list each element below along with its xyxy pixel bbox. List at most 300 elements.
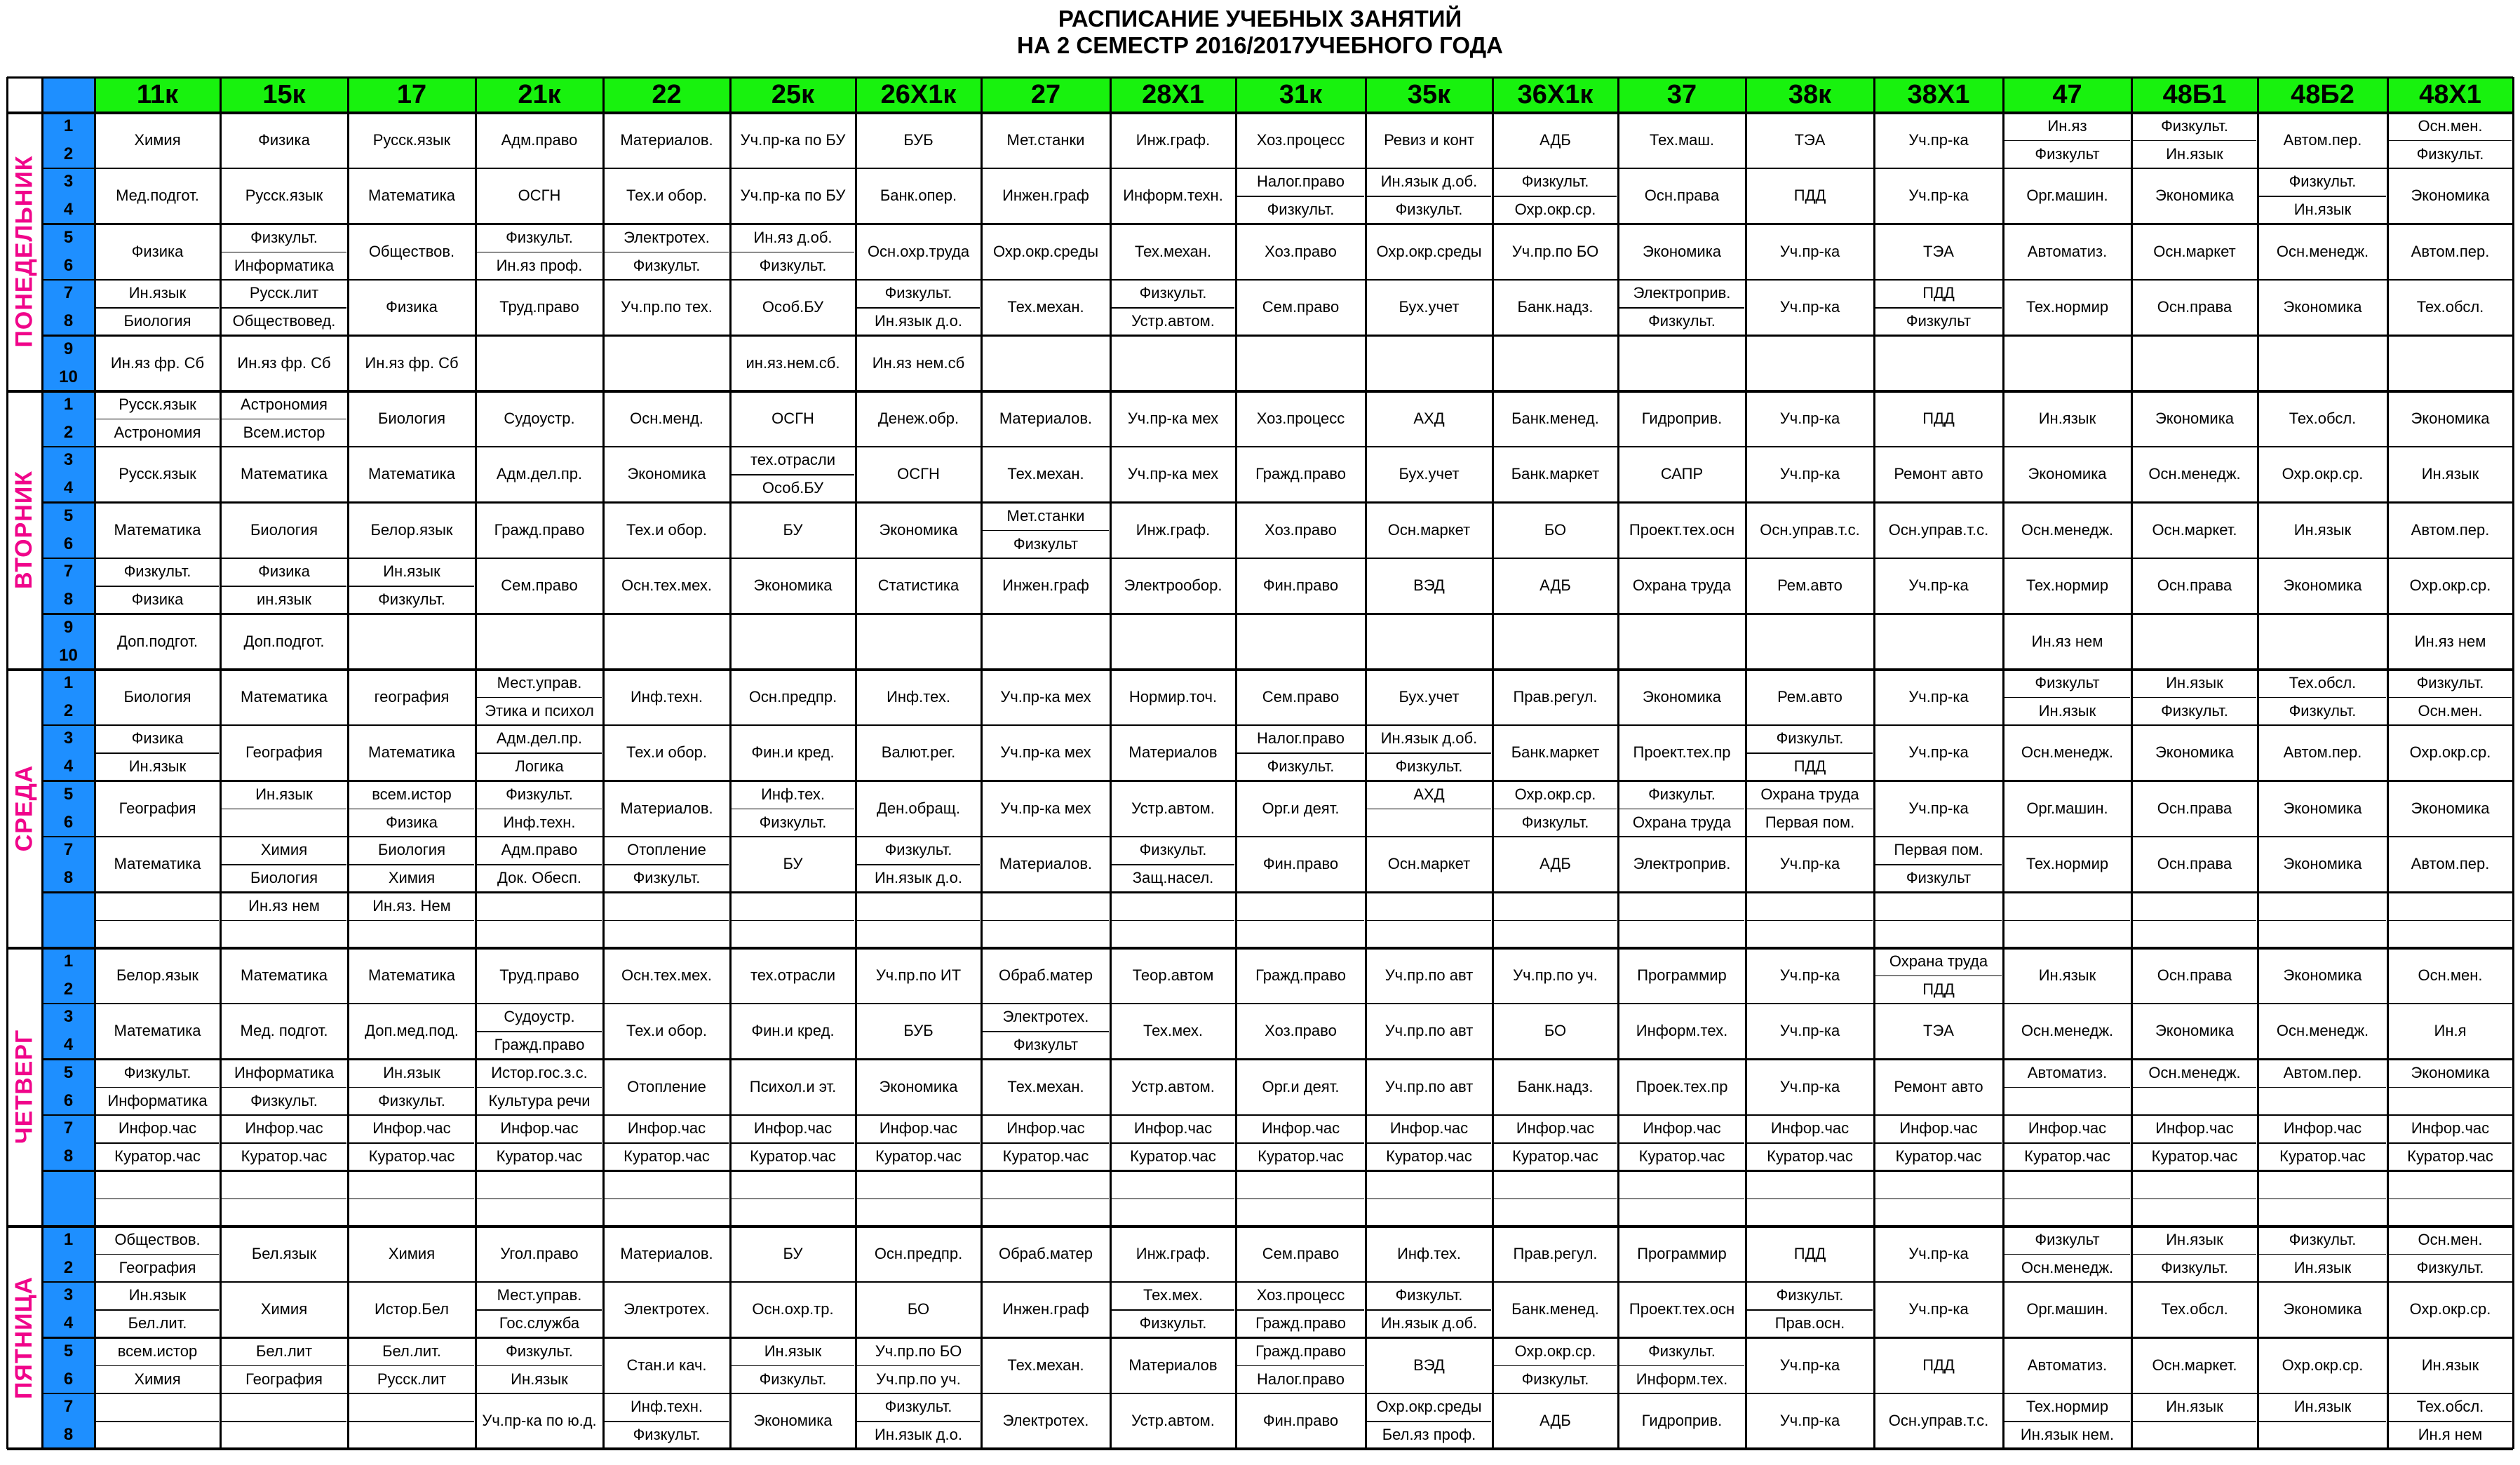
lesson-cell[interactable]: Экономика xyxy=(2155,409,2235,427)
lesson-cell[interactable] xyxy=(603,335,730,391)
lesson-cell[interactable]: Инф.техн. xyxy=(630,687,703,706)
lesson-cell-upper[interactable]: Физкульт. xyxy=(1139,841,1207,859)
lesson-cell-upper[interactable]: Инфор.час xyxy=(1770,1119,1849,1137)
lesson-cell[interactable]: Экономика xyxy=(2028,465,2107,483)
lesson-cell-lower[interactable] xyxy=(2003,920,2131,948)
lesson-cell-lower[interactable]: Ин.язык д.об. xyxy=(1380,1314,1478,1332)
lesson-cell-upper[interactable]: Физкульт. xyxy=(2161,116,2228,135)
lesson-cell[interactable]: Математика xyxy=(114,1022,201,1040)
lesson-cell-upper[interactable]: Инфор.час xyxy=(2283,1119,2362,1137)
lesson-cell[interactable]: Русск.язык xyxy=(119,465,196,483)
lesson-cell[interactable]: ОСГН xyxy=(772,409,814,427)
lesson-cell-upper[interactable]: Ин.язык xyxy=(255,785,313,803)
lesson-cell[interactable]: Гражд.право xyxy=(1255,465,1346,483)
lesson-cell-upper[interactable]: Ин.яз. Нем xyxy=(372,896,451,914)
lesson-cell-lower[interactable]: Логика xyxy=(515,757,564,776)
lesson-cell[interactable]: Проект.тех.осн xyxy=(1629,520,1735,539)
lesson-cell-lower[interactable]: Астрономия xyxy=(114,423,201,441)
lesson-cell-upper[interactable] xyxy=(2387,1170,2513,1199)
lesson-cell-upper[interactable]: Физкульт. xyxy=(1139,284,1207,302)
lesson-cell-lower[interactable]: Охр.окр.ср. xyxy=(1514,201,1596,219)
lesson-cell-upper[interactable]: Тех.обсл. xyxy=(2416,1398,2484,1416)
lesson-cell[interactable]: Экономика xyxy=(2283,576,2362,595)
lesson-cell[interactable]: Экономика xyxy=(753,1412,833,1430)
lesson-cell[interactable]: АДБ xyxy=(1539,576,1571,595)
lesson-cell[interactable]: Охр.окр.ср. xyxy=(2282,1356,2364,1374)
lesson-cell[interactable]: Ремонт авто xyxy=(1894,465,1983,483)
lesson-cell[interactable]: Автом.пер. xyxy=(2283,743,2362,762)
lesson-cell-lower[interactable] xyxy=(476,920,603,948)
lesson-cell[interactable]: Прав.регул. xyxy=(1513,687,1598,706)
lesson-cell[interactable]: Осн.права xyxy=(2157,799,2232,817)
lesson-cell[interactable]: Гидроприв. xyxy=(1641,1412,1723,1430)
lesson-cell[interactable]: Адм.дел.пр. xyxy=(496,465,583,483)
lesson-cell[interactable]: Уч.пр-ка по БУ xyxy=(740,130,846,149)
lesson-cell[interactable]: Экономика xyxy=(2411,187,2490,205)
lesson-cell[interactable]: Белор.язык xyxy=(370,520,453,539)
lesson-cell[interactable]: Уч.пр-ка xyxy=(1779,855,1840,873)
lesson-cell[interactable]: Химия xyxy=(260,1300,308,1318)
lesson-cell-upper[interactable]: Физкульт. xyxy=(1776,729,1844,748)
lesson-cell[interactable]: Статистика xyxy=(877,576,959,595)
lesson-cell[interactable]: Ин.язык xyxy=(2293,520,2352,539)
lesson-cell-lower[interactable]: География xyxy=(119,1258,196,1276)
lesson-cell[interactable]: Проект.тех.осн xyxy=(1629,1300,1735,1318)
lesson-cell[interactable]: Инжен.граф xyxy=(1002,576,1089,595)
lesson-cell[interactable]: Осн.менедж. xyxy=(2148,465,2241,483)
lesson-cell[interactable]: География xyxy=(119,799,196,817)
lesson-cell-lower[interactable] xyxy=(95,1421,220,1449)
lesson-cell-upper[interactable] xyxy=(1236,1170,1366,1199)
lesson-cell[interactable]: Ин.язык xyxy=(2421,465,2479,483)
lesson-cell-lower[interactable]: Физкульт. xyxy=(2416,1258,2484,1276)
lesson-cell-upper[interactable]: Обществов. xyxy=(114,1230,201,1248)
lesson-cell-lower[interactable] xyxy=(603,920,730,948)
group-header[interactable]: 21к xyxy=(476,77,603,112)
lesson-cell-lower[interactable]: Куратор.час xyxy=(875,1147,962,1166)
lesson-cell-upper[interactable] xyxy=(348,1170,476,1199)
lesson-cell-lower[interactable] xyxy=(476,1199,603,1227)
lesson-cell[interactable]: Экономика xyxy=(627,465,706,483)
lesson-cell[interactable]: Сем.право xyxy=(1262,687,1340,706)
lesson-cell-upper[interactable]: Мест.управ. xyxy=(497,1286,582,1304)
lesson-cell[interactable] xyxy=(1618,335,1746,391)
lesson-cell[interactable]: Уч.пр-ка xyxy=(1908,799,1969,817)
lesson-cell-upper[interactable]: Физкульт. xyxy=(1776,1286,1844,1304)
lesson-cell[interactable]: Орг.и деят. xyxy=(1262,799,1340,817)
lesson-cell[interactable]: Экономика xyxy=(1642,687,1722,706)
lesson-cell[interactable]: Электротех. xyxy=(624,1300,710,1318)
lesson-cell[interactable]: АДБ xyxy=(1539,855,1571,873)
lesson-cell-upper[interactable]: Налог.право xyxy=(1257,729,1345,748)
lesson-cell-upper[interactable]: Физкульт. xyxy=(506,1342,573,1360)
lesson-cell[interactable]: Осн.менедж. xyxy=(2276,242,2369,260)
lesson-cell-lower[interactable]: Физкульт. xyxy=(2416,144,2484,163)
lesson-cell[interactable]: Физика xyxy=(131,242,184,260)
lesson-cell-lower[interactable] xyxy=(2387,920,2513,948)
lesson-cell-lower[interactable]: Налог.право xyxy=(1257,1370,1345,1388)
lesson-cell[interactable]: Материалов. xyxy=(620,799,713,817)
lesson-cell[interactable]: Тех.и обор. xyxy=(626,187,707,205)
lesson-cell[interactable]: Истор.Бел xyxy=(374,1300,449,1318)
lesson-cell[interactable]: Судоустр. xyxy=(504,409,575,427)
lesson-cell[interactable]: Банк.маркет xyxy=(1511,465,1600,483)
lesson-cell[interactable]: Уч.пр-ка xyxy=(1908,130,1969,149)
lesson-cell[interactable]: БО xyxy=(1544,1022,1567,1040)
lesson-cell[interactable]: Ин.яз фр. Сб xyxy=(110,353,205,372)
lesson-cell[interactable]: Обраб.матер xyxy=(998,1244,1093,1262)
lesson-cell[interactable]: Уч.пр-ка xyxy=(1908,187,1969,205)
lesson-cell-lower[interactable]: Гражд.право xyxy=(494,1036,585,1054)
lesson-cell[interactable]: Осн.менедж. xyxy=(2021,520,2114,539)
lesson-cell[interactable]: Экономика xyxy=(2283,966,2362,984)
lesson-cell[interactable]: Уч.пр-ка xyxy=(1908,743,1969,762)
lesson-cell-lower[interactable] xyxy=(220,1199,348,1227)
lesson-cell-lower[interactable]: Ин.яз проф. xyxy=(496,256,583,274)
lesson-cell-lower[interactable]: Информатика xyxy=(107,1091,208,1109)
lesson-cell[interactable]: Экономика xyxy=(879,1077,958,1095)
lesson-cell[interactable] xyxy=(1366,335,1493,391)
lesson-cell-upper[interactable]: Инфор.час xyxy=(1516,1119,1595,1137)
lesson-cell-upper[interactable]: Физкульт xyxy=(2035,673,2100,691)
lesson-cell-upper[interactable] xyxy=(1110,1170,1236,1199)
lesson-cell[interactable]: ВЭД xyxy=(1413,1356,1445,1374)
lesson-cell-upper[interactable]: Физкульт. xyxy=(1648,1342,1716,1360)
lesson-cell[interactable]: Математика xyxy=(241,465,328,483)
lesson-cell-lower[interactable]: Ин.язык xyxy=(2293,1258,2352,1276)
lesson-cell[interactable]: Фин.и кред. xyxy=(751,1022,835,1040)
group-header[interactable]: 48Б1 xyxy=(2131,77,2258,112)
lesson-cell[interactable]: Тех.нормир xyxy=(2026,298,2109,316)
lesson-cell-upper[interactable]: Физкульт. xyxy=(250,228,318,246)
lesson-cell[interactable]: Ремонт авто xyxy=(1894,1077,1983,1095)
lesson-cell-upper[interactable]: Ин.язык д.об. xyxy=(1380,729,1478,748)
lesson-cell[interactable]: Охр.окр.ср. xyxy=(2409,1300,2491,1318)
lesson-cell-lower[interactable]: Физкульт. xyxy=(633,256,701,274)
lesson-cell-lower[interactable] xyxy=(981,1199,1110,1227)
lesson-cell-upper[interactable] xyxy=(856,1170,981,1199)
group-header[interactable]: 38к xyxy=(1746,77,1874,112)
lesson-cell-upper[interactable]: Автоматиз. xyxy=(2027,1063,2108,1081)
lesson-cell-lower[interactable] xyxy=(1746,1199,1874,1227)
lesson-cell-lower[interactable]: Физкульт. xyxy=(1648,312,1716,330)
lesson-cell-lower[interactable] xyxy=(2387,1087,2513,1115)
lesson-cell[interactable] xyxy=(2258,614,2387,670)
lesson-cell[interactable]: Тех.мех. xyxy=(1143,1022,1204,1040)
lesson-cell[interactable]: Уч.пр.по уч. xyxy=(1513,966,1598,984)
lesson-cell-lower[interactable]: Осн.менедж. xyxy=(2021,1258,2114,1276)
lesson-cell-upper[interactable]: Отопление xyxy=(627,841,706,859)
lesson-cell[interactable]: Материалов xyxy=(1128,743,1218,762)
lesson-cell[interactable]: Уч.пр-ка xyxy=(1779,465,1840,483)
lesson-cell-lower[interactable] xyxy=(1236,920,1366,948)
lesson-cell-lower[interactable]: Куратор.час xyxy=(1002,1147,1089,1166)
lesson-cell[interactable] xyxy=(1493,335,1618,391)
lesson-cell-lower[interactable]: Физкульт. xyxy=(2161,1258,2228,1276)
lesson-cell[interactable]: Бух.учет xyxy=(1399,465,1460,483)
lesson-cell-upper[interactable]: всем.истор xyxy=(117,1342,198,1360)
lesson-cell-lower[interactable]: Куратор.час xyxy=(750,1147,836,1166)
lesson-cell[interactable]: Материалов. xyxy=(999,409,1093,427)
lesson-cell-upper[interactable]: Ин.язык xyxy=(128,284,187,302)
lesson-cell[interactable] xyxy=(1493,614,1618,670)
lesson-cell-upper[interactable]: Химия xyxy=(260,841,308,859)
lesson-cell-upper[interactable]: Истор.гос.з.с. xyxy=(491,1063,588,1081)
lesson-cell-lower[interactable]: Гос.служба xyxy=(499,1314,580,1332)
lesson-cell[interactable]: Уч.пр-ка по БУ xyxy=(740,187,846,205)
lesson-cell-upper[interactable]: Гражд.право xyxy=(1255,1342,1346,1360)
lesson-cell-upper[interactable]: Ин.язык xyxy=(2166,1230,2223,1248)
lesson-cell[interactable]: Орг.и деят. xyxy=(1262,1077,1340,1095)
lesson-cell[interactable]: Инф.тех. xyxy=(887,687,950,706)
lesson-cell-upper[interactable]: АХД xyxy=(1413,785,1445,803)
lesson-cell-lower[interactable]: Куратор.час xyxy=(1638,1147,1725,1166)
lesson-cell[interactable]: Бух.учет xyxy=(1399,298,1460,316)
lesson-cell[interactable]: Осн.маркет xyxy=(1387,855,1471,873)
lesson-cell[interactable]: Валют.рег. xyxy=(881,743,956,762)
lesson-cell[interactable]: Осн.мен. xyxy=(2418,966,2483,984)
lesson-cell-upper[interactable]: всем.истор xyxy=(372,785,452,803)
lesson-cell[interactable]: Бух.учет xyxy=(1399,687,1460,706)
lesson-cell[interactable] xyxy=(1874,335,2003,391)
lesson-cell-upper[interactable]: Инфор.час xyxy=(2411,1119,2490,1137)
lesson-cell[interactable]: Орг.машин. xyxy=(2026,799,2108,817)
lesson-cell-upper[interactable]: ПДД xyxy=(1922,284,1955,302)
lesson-cell-lower[interactable]: Куратор.час xyxy=(241,1147,328,1166)
lesson-cell-upper[interactable] xyxy=(2003,1170,2131,1199)
lesson-cell-upper[interactable]: Инфор.час xyxy=(500,1119,579,1137)
lesson-cell[interactable]: Психол.и эт. xyxy=(749,1077,837,1095)
lesson-cell[interactable]: Проек.тех.пр xyxy=(1636,1077,1728,1095)
lesson-cell-lower[interactable]: ПДД xyxy=(1922,980,1955,998)
lesson-cell[interactable]: Банк.менед. xyxy=(1511,1300,1599,1318)
lesson-cell-upper[interactable] xyxy=(1746,892,1874,920)
lesson-cell-upper[interactable]: Инф.тех. xyxy=(761,785,825,803)
lesson-cell[interactable]: Ревиз и конт xyxy=(1384,130,1474,149)
lesson-cell-upper[interactable]: Физкульт. xyxy=(506,228,573,246)
lesson-cell[interactable]: Русск.язык xyxy=(245,187,323,205)
lesson-cell[interactable]: Математика xyxy=(241,966,328,984)
lesson-cell[interactable]: Труд.право xyxy=(499,298,579,316)
lesson-cell-lower[interactable] xyxy=(1366,920,1493,948)
lesson-cell[interactable]: Математика xyxy=(368,465,455,483)
lesson-cell-upper[interactable]: Инфор.час xyxy=(879,1119,958,1137)
lesson-cell[interactable] xyxy=(1110,335,1236,391)
lesson-cell[interactable]: Хоз.процесс xyxy=(1256,130,1345,149)
lesson-cell[interactable] xyxy=(476,614,603,670)
lesson-cell-lower[interactable]: Ин.язык д.о. xyxy=(875,312,962,330)
lesson-cell[interactable]: Осн.права xyxy=(1644,187,1720,205)
lesson-cell-lower[interactable]: Физкульт. xyxy=(1267,201,1335,219)
lesson-cell[interactable]: Экономика xyxy=(2155,187,2235,205)
lesson-cell-lower[interactable]: Ин.язык xyxy=(2166,144,2223,163)
lesson-cell-lower[interactable]: Обществовед. xyxy=(232,312,336,330)
lesson-cell[interactable]: САПР xyxy=(1660,465,1704,483)
lesson-cell[interactable] xyxy=(1874,614,2003,670)
lesson-cell-upper[interactable]: Ин.яз xyxy=(2047,116,2087,135)
lesson-cell-upper[interactable]: Осн.менедж. xyxy=(2148,1063,2241,1081)
lesson-cell[interactable]: Экономика xyxy=(2283,1300,2362,1318)
lesson-cell-lower[interactable] xyxy=(603,1199,730,1227)
lesson-cell[interactable]: Банк.менед. xyxy=(1511,409,1599,427)
lesson-cell[interactable]: Гражд.право xyxy=(1255,966,1346,984)
lesson-cell-lower[interactable]: Куратор.час xyxy=(1895,1147,1982,1166)
lesson-cell[interactable]: Орг.машин. xyxy=(2026,187,2108,205)
lesson-cell[interactable]: Нормир.точ. xyxy=(1128,687,1218,706)
lesson-cell[interactable]: Банк.надз. xyxy=(1517,298,1593,316)
lesson-cell-lower[interactable]: Инф.техн. xyxy=(503,813,576,831)
lesson-cell-lower[interactable]: Физкульт xyxy=(1013,1036,1079,1054)
lesson-cell-upper[interactable]: Физика xyxy=(131,729,184,748)
lesson-cell-upper[interactable]: Ин.яз д.об. xyxy=(753,228,833,246)
lesson-cell[interactable]: Осн.права xyxy=(2157,855,2232,873)
lesson-cell-upper[interactable] xyxy=(2387,892,2513,920)
lesson-cell[interactable]: Доп.подгот. xyxy=(117,632,198,650)
lesson-cell-upper[interactable]: Адм.право xyxy=(501,841,578,859)
lesson-cell-lower[interactable] xyxy=(348,1421,476,1449)
lesson-cell-lower[interactable] xyxy=(348,1199,476,1227)
lesson-cell[interactable]: Уч.пр-ка xyxy=(1779,1022,1840,1040)
lesson-cell-upper[interactable] xyxy=(95,892,220,920)
lesson-cell-upper[interactable]: Ин.яз нем xyxy=(248,896,320,914)
lesson-cell[interactable]: Хоз.право xyxy=(1265,520,1337,539)
lesson-cell-upper[interactable]: Инф.техн. xyxy=(630,1398,703,1416)
lesson-cell-upper[interactable]: Тех.обсл. xyxy=(2289,673,2357,691)
lesson-cell-upper[interactable]: Уч.пр.по БО xyxy=(875,1342,962,1360)
lesson-cell-lower[interactable]: Куратор.час xyxy=(114,1147,201,1166)
lesson-cell-lower[interactable]: Физкульт. xyxy=(250,1091,318,1109)
lesson-cell-lower[interactable]: Осн.мен. xyxy=(2418,701,2483,720)
lesson-cell-lower[interactable]: Биология xyxy=(123,312,191,330)
lesson-cell[interactable]: Рем.авто xyxy=(1777,687,1842,706)
lesson-cell-upper[interactable] xyxy=(2258,1170,2387,1199)
lesson-cell[interactable]: Автом.пер. xyxy=(2283,130,2362,149)
lesson-cell[interactable]: ин.яз.нем.сб. xyxy=(746,353,840,372)
lesson-cell[interactable]: Орг.машин. xyxy=(2026,1300,2108,1318)
lesson-cell-upper[interactable]: Инфор.час xyxy=(1133,1119,1213,1137)
lesson-cell[interactable]: Материалов. xyxy=(620,1244,713,1262)
lesson-cell[interactable]: БУБ xyxy=(903,1022,934,1040)
lesson-cell[interactable]: Рем.авто xyxy=(1777,576,1842,595)
group-header[interactable]: 17 xyxy=(348,77,476,112)
lesson-cell-lower[interactable]: Гражд.право xyxy=(1255,1314,1346,1332)
lesson-cell[interactable]: Тех.механ. xyxy=(1007,465,1084,483)
lesson-cell-lower[interactable]: Док. Обесп. xyxy=(497,869,581,887)
lesson-cell-lower[interactable]: Бел.лит. xyxy=(128,1314,187,1332)
lesson-cell-lower[interactable]: Физкульт xyxy=(2035,144,2100,163)
lesson-cell-lower[interactable] xyxy=(2258,1087,2387,1115)
lesson-cell[interactable]: Сем.право xyxy=(1262,298,1340,316)
lesson-cell-upper[interactable]: Осн.мен. xyxy=(2418,1230,2483,1248)
lesson-cell-upper[interactable]: Автом.пер. xyxy=(2283,1063,2362,1081)
lesson-cell-upper[interactable] xyxy=(730,1170,856,1199)
lesson-cell-lower[interactable]: Куратор.час xyxy=(1130,1147,1216,1166)
lesson-cell[interactable]: Математика xyxy=(368,187,455,205)
lesson-cell-upper[interactable] xyxy=(603,1170,730,1199)
lesson-cell[interactable] xyxy=(476,335,603,391)
lesson-cell-upper[interactable] xyxy=(2131,892,2258,920)
lesson-cell-upper[interactable]: Астрономия xyxy=(241,395,328,413)
lesson-cell-upper[interactable]: Русск.язык xyxy=(119,395,196,413)
lesson-cell[interactable]: Осн.маркет. xyxy=(2152,1356,2237,1374)
lesson-cell-upper[interactable]: Охр.окр.среды xyxy=(1376,1398,1482,1416)
lesson-cell[interactable] xyxy=(856,614,981,670)
lesson-cell-lower[interactable] xyxy=(1493,1199,1618,1227)
group-header[interactable]: 35к xyxy=(1366,77,1493,112)
lesson-cell[interactable]: Обраб.матер xyxy=(998,966,1093,984)
lesson-cell[interactable]: Осн.менд. xyxy=(630,409,703,427)
lesson-cell-lower[interactable]: Физкульт. xyxy=(759,813,827,831)
lesson-cell-lower[interactable] xyxy=(95,920,220,948)
lesson-cell[interactable]: Фин.право xyxy=(1262,1412,1339,1430)
lesson-cell[interactable]: Ин.язык xyxy=(2421,1356,2479,1374)
lesson-cell-upper[interactable]: Физкульт. xyxy=(1521,173,1589,191)
lesson-cell-upper[interactable] xyxy=(981,1170,1110,1199)
lesson-cell-lower[interactable] xyxy=(1618,920,1746,948)
lesson-cell-lower[interactable]: Куратор.час xyxy=(1258,1147,1344,1166)
lesson-cell-lower[interactable]: Куратор.час xyxy=(1512,1147,1598,1166)
lesson-cell-lower[interactable] xyxy=(2131,1199,2258,1227)
lesson-cell-lower[interactable] xyxy=(1110,920,1236,948)
lesson-cell[interactable] xyxy=(2003,335,2131,391)
lesson-cell-lower[interactable]: Ин.язык д.о. xyxy=(875,1426,962,1444)
lesson-cell-lower[interactable]: Ин.язык xyxy=(2293,201,2352,219)
lesson-cell-lower[interactable]: Физика xyxy=(131,590,184,609)
lesson-cell-upper[interactable]: Судоустр. xyxy=(504,1008,575,1026)
lesson-cell-lower[interactable] xyxy=(1874,920,2003,948)
lesson-cell-upper[interactable]: Инфор.час xyxy=(1899,1119,1978,1137)
lesson-cell-upper[interactable]: Физкульт. xyxy=(1648,785,1716,803)
lesson-cell[interactable]: Фин.право xyxy=(1262,855,1339,873)
lesson-cell[interactable]: Тех.нормир xyxy=(2026,576,2109,595)
lesson-cell[interactable]: Осн.права xyxy=(2157,576,2232,595)
lesson-cell[interactable]: БО xyxy=(907,1300,930,1318)
lesson-cell-upper[interactable]: Ин.язык д.об. xyxy=(1380,173,1478,191)
group-header[interactable]: 28Х1 xyxy=(1110,77,1236,112)
lesson-cell-lower[interactable] xyxy=(856,920,981,948)
lesson-cell[interactable]: Осн.маркет xyxy=(1387,520,1471,539)
lesson-cell[interactable]: Фин.право xyxy=(1262,576,1339,595)
lesson-cell[interactable] xyxy=(1236,335,1366,391)
lesson-cell-lower[interactable]: Устр.автом. xyxy=(1131,312,1215,330)
lesson-cell[interactable]: Экономика xyxy=(2283,298,2362,316)
lesson-cell-upper[interactable]: Инфор.час xyxy=(2028,1119,2107,1137)
lesson-cell[interactable] xyxy=(603,614,730,670)
lesson-cell[interactable] xyxy=(1236,614,1366,670)
lesson-cell-lower[interactable]: Физкульт xyxy=(1906,869,1972,887)
lesson-cell-lower[interactable] xyxy=(2003,1087,2131,1115)
lesson-cell[interactable]: Теор.автом xyxy=(1132,966,1214,984)
lesson-cell[interactable]: Ин.язык xyxy=(2038,409,2096,427)
lesson-cell[interactable]: ВЭД xyxy=(1413,576,1445,595)
lesson-cell-upper[interactable]: Физкульт. xyxy=(2289,1230,2357,1248)
lesson-cell[interactable]: Уч.пр-ка мех xyxy=(1127,409,1219,427)
lesson-cell[interactable]: Электротех. xyxy=(1002,1412,1089,1430)
lesson-cell-upper[interactable] xyxy=(95,1170,220,1199)
lesson-cell-upper[interactable]: Инфор.час xyxy=(753,1119,833,1137)
lesson-cell[interactable]: Устр.автом. xyxy=(1131,1412,1215,1430)
lesson-cell-lower[interactable]: Информатика xyxy=(234,256,335,274)
lesson-cell-upper[interactable]: Охр.окр.ср. xyxy=(1514,785,1596,803)
lesson-cell[interactable]: АДБ xyxy=(1539,1412,1571,1430)
lesson-cell[interactable]: Математика xyxy=(114,855,201,873)
lesson-cell-upper[interactable]: Физкульт. xyxy=(2289,173,2357,191)
lesson-cell[interactable]: Осн.тех.мех. xyxy=(621,576,713,595)
lesson-cell-lower[interactable]: Русск.лит xyxy=(377,1370,447,1388)
lesson-cell-upper[interactable] xyxy=(1366,1170,1493,1199)
lesson-cell-lower[interactable]: Куратор.час xyxy=(2407,1147,2493,1166)
lesson-cell[interactable]: Экономика xyxy=(879,520,958,539)
